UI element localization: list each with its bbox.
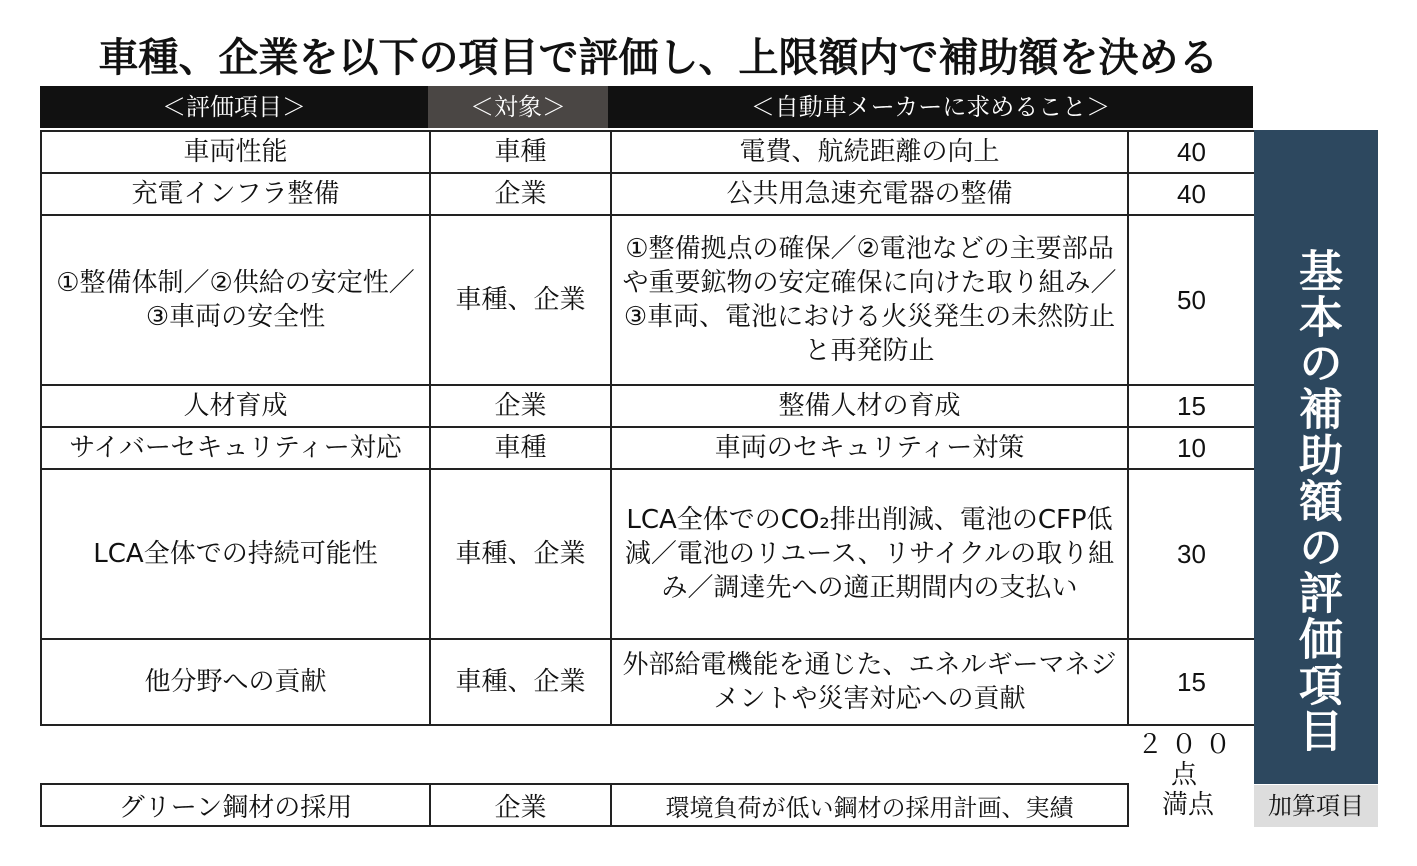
row-item: 車両性能 <box>41 131 430 173</box>
table-header <box>40 86 1253 128</box>
row-target: 車種 <box>430 427 611 469</box>
row-target: 車種、企業 <box>430 639 611 725</box>
header-requirement: ＜自動車メーカーに求めること＞ <box>608 86 1253 128</box>
row-requirement: ①整備拠点の確保／②電池などの主要部品や重要鉱物の安定確保に向けた取り組み／③車両、電池における火災発生の未然防止と再発防止 <box>611 215 1128 385</box>
row-requirement: 電費、航続距離の向上 <box>611 131 1128 173</box>
row-requirement: 整備人材の育成 <box>611 385 1128 427</box>
row-score: 40 <box>1128 131 1255 173</box>
table-row <box>41 131 1255 173</box>
full-score <box>1128 730 1248 820</box>
page-title: 車種、企業を以下の項目で評価し、上限額内で補助額を決める <box>98 35 1219 81</box>
extra-label: 加算項目 <box>1254 785 1378 827</box>
row-score: 15 <box>1128 639 1255 725</box>
row-item: 他分野への貢献 <box>41 639 430 725</box>
extra-item: グリーン鋼材の採用 <box>41 784 430 826</box>
row-requirement: 外部給電機能を通じた、エネルギーマネジメントや災害対応への貢献 <box>611 639 1128 725</box>
extra-row <box>41 784 1128 826</box>
row-score: 50 <box>1128 215 1255 385</box>
header-target: ＜対象＞ <box>428 86 608 128</box>
row-target: 企業 <box>430 173 611 215</box>
row-item: 人材育成 <box>41 385 430 427</box>
extra-table <box>40 783 1129 827</box>
table-row <box>41 427 1255 469</box>
row-requirement: 公共用急速充電器の整備 <box>611 173 1128 215</box>
row-requirement: 車両のセキュリティー対策 <box>611 427 1128 469</box>
table-row <box>41 173 1255 215</box>
row-item: ①整備体制／②供給の安定性／③車両の安全性 <box>41 215 430 385</box>
row-target: 車種、企業 <box>430 215 611 385</box>
row-target: 車種 <box>430 131 611 173</box>
row-target: 車種、企業 <box>430 469 611 639</box>
side-label: 基本の補助額の評価項目 <box>1291 248 1342 754</box>
row-item: 充電インフラ整備 <box>41 173 430 215</box>
row-target: 企業 <box>430 385 611 427</box>
table-row <box>41 385 1255 427</box>
extra-target: 企業 <box>430 784 611 826</box>
full-score-points: ２００点 <box>1136 730 1239 790</box>
row-item: サイバーセキュリティー対応 <box>41 427 430 469</box>
extra-requirement: 環境負荷が低い鋼材の採用計画、実績 <box>611 784 1128 826</box>
row-score: 15 <box>1128 385 1255 427</box>
full-score-label: 満点 <box>1161 790 1214 820</box>
header-item: ＜評価項目＞ <box>40 86 428 128</box>
table-row <box>41 215 1255 385</box>
row-score: 30 <box>1128 469 1255 639</box>
evaluation-table <box>40 130 1256 726</box>
table-row <box>41 469 1255 639</box>
row-requirement: LCA全体でのCO₂排出削減、電池のCFP低減／電池のリユース、リサイクルの取り組み／調達先への適正期間内の支払い <box>611 469 1128 639</box>
row-score: 10 <box>1128 427 1255 469</box>
row-item: LCA全体での持続可能性 <box>41 469 430 639</box>
table-row <box>41 639 1255 725</box>
row-score: 40 <box>1128 173 1255 215</box>
basic-evaluation-side-panel <box>1254 130 1378 784</box>
